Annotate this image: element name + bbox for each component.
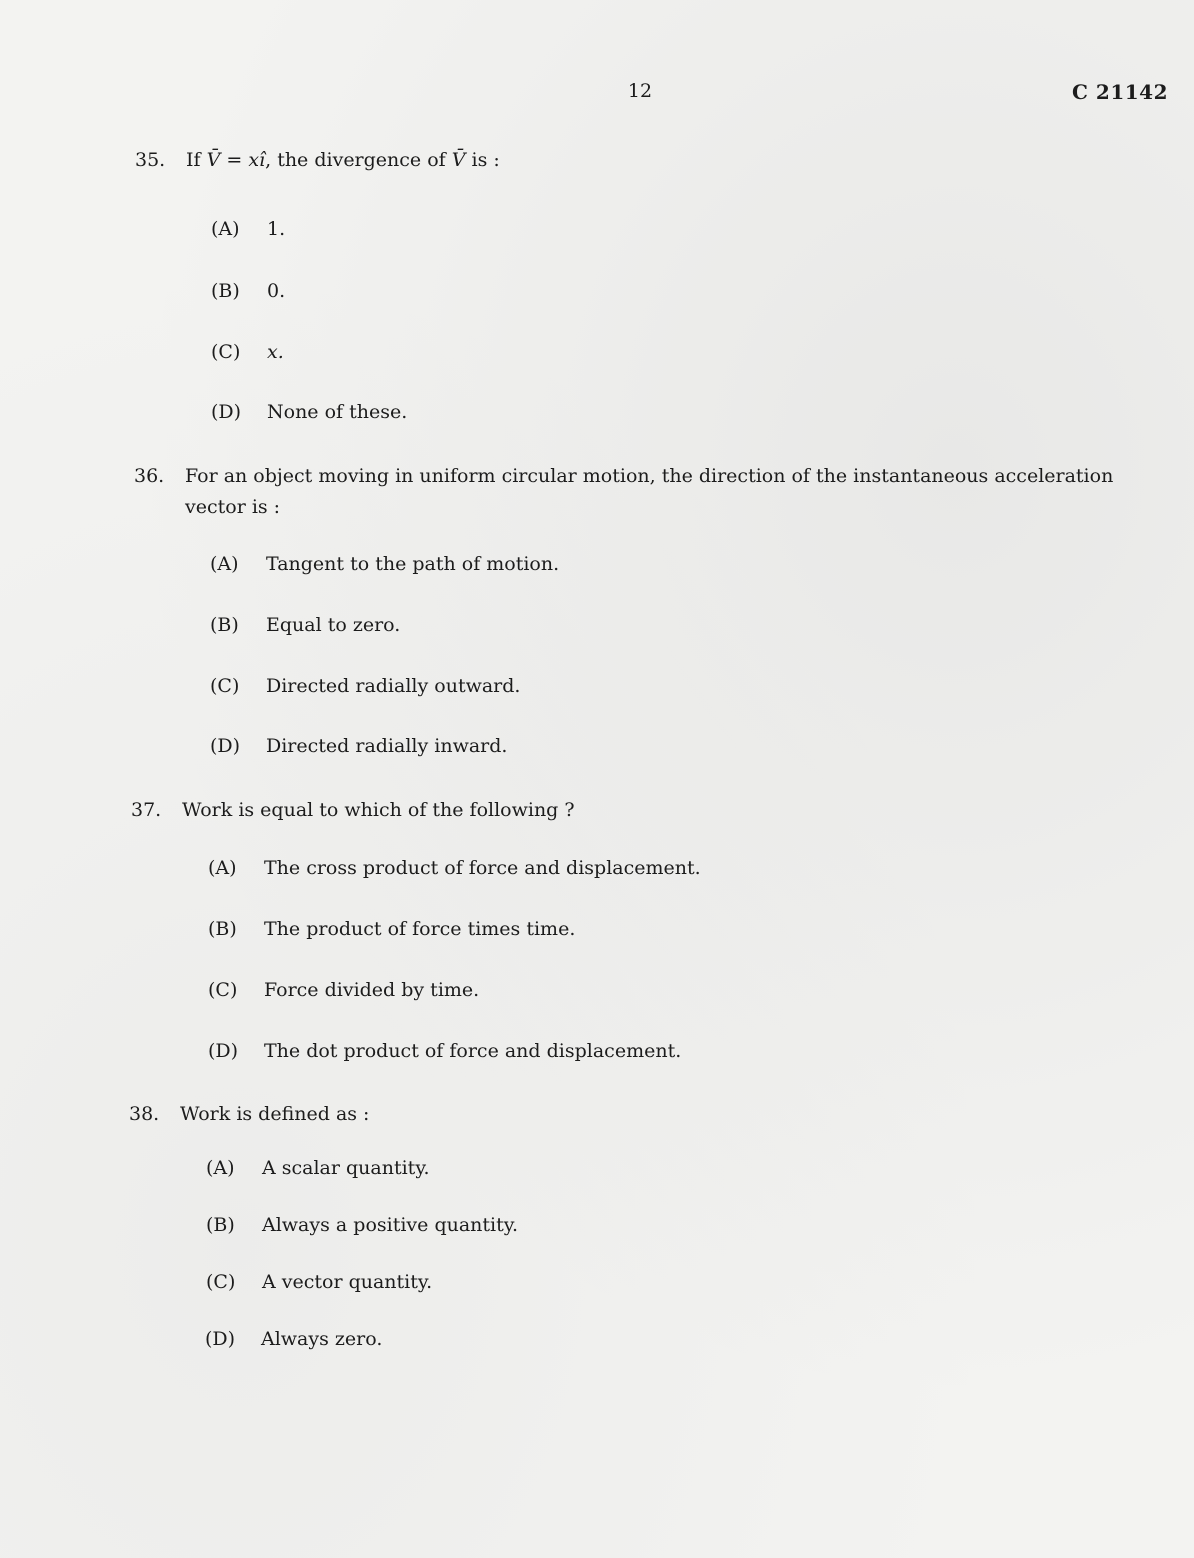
question-text-line-1: For an object moving in uniform circular motion, the direction of the instantaneous acceleration [185, 465, 1114, 487]
question-text: Work is equal to which of the following ? [182, 799, 575, 821]
question-number: 37. [131, 799, 162, 821]
option-35-c [211, 341, 284, 363]
option-37-a [208, 857, 701, 879]
question-text-prefix: If [186, 149, 201, 171]
option-text: 1. [267, 218, 286, 240]
question-text [186, 145, 500, 176]
option-35-b [211, 280, 285, 302]
paper-code: C 21142 [1072, 80, 1168, 104]
option-text: The cross product of force and displacement. [264, 857, 701, 879]
option-label: (C) [211, 341, 241, 363]
question-number: 38. [129, 1103, 160, 1125]
page-number: 12 [627, 80, 653, 102]
question-expression-2: V̄ [451, 149, 466, 171]
option-text: A vector quantity. [262, 1271, 433, 1293]
option-label: (D) [205, 1328, 236, 1350]
option-text: Tangent to the path of motion. [266, 553, 560, 575]
option-text: Always a positive quantity. [262, 1214, 518, 1236]
option-text: A scalar quantity. [262, 1157, 430, 1179]
option-38-c [206, 1271, 432, 1293]
option-label: (D) [211, 401, 242, 423]
option-label: (D) [208, 1040, 239, 1062]
question-38 [129, 1099, 1029, 1130]
option-text: Equal to zero. [266, 614, 401, 636]
option-37-b [208, 918, 575, 940]
option-label: (B) [206, 1214, 235, 1236]
question-37 [131, 795, 1031, 826]
option-36-c [210, 675, 520, 697]
option-label: (A) [206, 1157, 235, 1179]
option-35-a [211, 218, 285, 240]
option-text: Always zero. [261, 1328, 383, 1350]
option-text: The product of force times time. [264, 918, 576, 940]
option-label: (A) [208, 857, 237, 879]
question-number: 36. [134, 465, 165, 487]
question-text-suffix: , the divergence of [265, 149, 446, 171]
option-text: Directed radially inward. [266, 735, 508, 757]
question-36 [134, 461, 1174, 523]
option-text: The dot product of force and displacement. [264, 1040, 682, 1062]
option-35-d [211, 401, 407, 423]
question-expression: V̄ = xî [206, 149, 266, 171]
question-text: Work is defined as : [180, 1103, 370, 1125]
option-38-d [205, 1328, 382, 1350]
option-label: (B) [208, 918, 237, 940]
option-label: (C) [206, 1271, 236, 1293]
option-37-d [208, 1040, 681, 1062]
option-text: Force divided by time. [264, 979, 480, 1001]
option-label: (B) [211, 280, 240, 302]
option-label: (C) [208, 979, 238, 1001]
option-label: (D) [210, 735, 241, 757]
question-number: 35. [135, 149, 166, 171]
option-label: (C) [210, 675, 240, 697]
option-text: x. [267, 341, 284, 363]
option-36-d [210, 735, 507, 757]
question-text-end: is : [471, 149, 500, 171]
option-38-a [206, 1157, 430, 1179]
question-text-line-2: vector is : [185, 496, 281, 518]
question-35 [135, 145, 1035, 176]
option-label: (A) [210, 553, 239, 575]
option-36-a [210, 553, 559, 575]
option-38-b [206, 1214, 518, 1236]
option-label: (A) [211, 218, 240, 240]
option-label: (B) [210, 614, 239, 636]
option-37-c [208, 979, 479, 1001]
option-text: Directed radially outward. [266, 675, 521, 697]
option-text: 0. [267, 280, 286, 302]
option-text: None of these. [267, 401, 408, 423]
option-36-b [210, 614, 400, 636]
